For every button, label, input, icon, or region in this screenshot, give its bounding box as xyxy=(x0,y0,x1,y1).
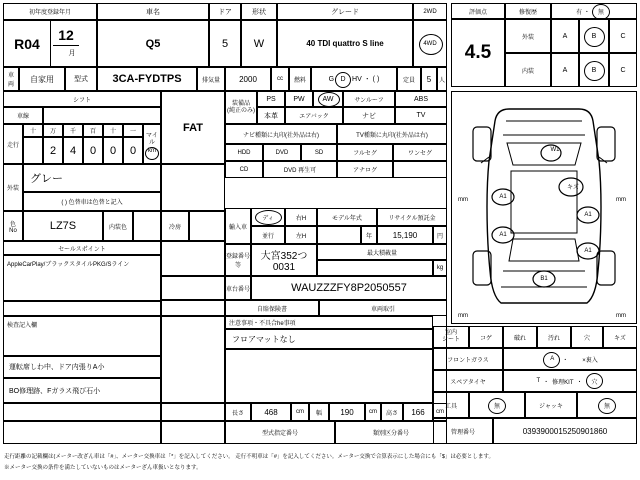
fuel-opt-g: G xyxy=(328,76,335,83)
shape-label: 形状 xyxy=(241,3,277,20)
tool-value-label: 無 xyxy=(493,403,500,410)
sales-point-text: AppleCarPlay/ブラックスタイルPKG/Sライン xyxy=(3,255,161,301)
registration-label: 登録番号等 xyxy=(225,244,251,276)
mileage-col-0: 十 xyxy=(23,124,43,137)
repair-options xyxy=(551,3,637,19)
nav-dvd: DVD xyxy=(263,144,301,161)
type-value: 3CA-FYDTPS xyxy=(97,67,197,91)
mileage-col-3: 百 xyxy=(83,124,103,137)
width-label: 幅 xyxy=(309,403,329,421)
equip-tv: TV xyxy=(395,107,447,124)
mileage-digit-5: 0 xyxy=(123,137,143,164)
reg-month-box xyxy=(51,20,97,67)
dims-side-blank xyxy=(161,403,225,421)
mark-b1-label: B1 xyxy=(540,276,548,282)
nav-title xyxy=(225,124,337,144)
shift-value: FAT xyxy=(161,91,225,164)
eval-score-value: 4.5 xyxy=(451,19,505,87)
equip-title-text: 装備品 xyxy=(231,100,250,107)
car-hood-lines xyxy=(503,121,585,135)
nav-dvd-play: DVD 再生可 xyxy=(263,161,337,178)
shape-value: W xyxy=(241,20,277,67)
jack-label: ジャッキ xyxy=(525,392,577,418)
notes-blank xyxy=(225,349,433,403)
exterior-grade-b xyxy=(579,19,609,53)
tv-analog: アナログ xyxy=(337,161,393,178)
grade-label: グレード xyxy=(277,3,413,20)
fuel-opt-d: D xyxy=(340,76,346,83)
fuel-options xyxy=(311,67,397,91)
mileage-unit-km: km xyxy=(148,147,156,154)
import-parallel: 並行 xyxy=(251,226,285,244)
length-unit: cm xyxy=(291,403,309,421)
mgmt-number-value: 0393900015250901860 xyxy=(493,418,637,444)
nav-title-text: ナビ種類に丸印 xyxy=(242,132,285,139)
interior-grade-b xyxy=(579,53,609,87)
fuel-label: 燃料 xyxy=(289,67,311,91)
exterior-color-value: グレー xyxy=(23,164,161,192)
mileage-digit-3: 0 xyxy=(83,137,103,164)
drive-4wd-cell xyxy=(413,20,447,67)
front-glass-label: フロントガラス xyxy=(433,348,503,370)
docs-label: 車両取引 xyxy=(319,300,447,316)
length-value: 468 xyxy=(251,403,291,421)
front-glass-value xyxy=(503,348,637,370)
diagram-mm-4: mm xyxy=(616,313,626,319)
reg-date-label: 初年度登録年月 xyxy=(3,3,97,20)
car-mirrors xyxy=(481,157,607,163)
class-number-label: 類別区分番号 xyxy=(335,421,447,444)
import-lh: 左H xyxy=(285,226,317,244)
mark-w1-label: W1 xyxy=(550,147,560,153)
sales-point-title: セールスポイント xyxy=(3,241,161,255)
mileage-digit-0 xyxy=(23,137,43,164)
jack-value-label: 無 xyxy=(603,403,610,410)
equip-aw-label: AW xyxy=(322,95,334,103)
cooling-value xyxy=(189,211,225,241)
mark-a1-label-4: A1 xyxy=(584,248,592,254)
nav-note-text: (社外品は右) xyxy=(285,132,319,139)
car-wheel-fl xyxy=(473,127,491,161)
mileage-col-2: 千 xyxy=(63,124,83,137)
reg-month-unit: 月 xyxy=(68,50,76,57)
max-load-value xyxy=(317,260,433,276)
spare-tire-label: スペアタイヤ xyxy=(433,370,503,392)
height-label: 高さ xyxy=(381,403,403,421)
equip-title xyxy=(225,91,257,124)
exterior-label: 外装 xyxy=(3,164,23,211)
fuel-opt-paren-l: ( xyxy=(372,76,376,83)
footer-line-2: ※メーター交換の条件を満たしていないものはメーターざん車扱いとなります。 xyxy=(4,464,202,471)
inspection-title: 検査記入欄 xyxy=(3,316,161,356)
inspection-line-2: BO修理跡、Fガラス飛び石小 xyxy=(3,378,161,403)
interior-grade-b-label: B xyxy=(591,66,597,74)
mileage-col-1: 万 xyxy=(43,124,63,137)
capacity-unit: 人 xyxy=(437,67,447,91)
color-no-label: 色 No xyxy=(3,211,23,241)
length-label: 長さ xyxy=(225,403,251,421)
reg-month-value: 12 xyxy=(58,27,74,43)
drive-2wd-label: 2WD xyxy=(413,3,447,20)
vehicle-vert-label: 車 両 xyxy=(3,67,19,91)
inspection-blank xyxy=(3,403,161,421)
displacement-unit: cc xyxy=(271,67,289,91)
equip-aw xyxy=(313,91,343,107)
cond-koge: コゲ xyxy=(469,326,503,348)
equip-abs: ABS xyxy=(395,91,447,107)
model-label: 車名 xyxy=(97,3,209,20)
jack-value xyxy=(577,392,637,418)
car-wheel-fr xyxy=(597,127,615,161)
chassis-value: WAUZZZFY8P2050557 xyxy=(251,276,447,300)
eval-label: 評価点 xyxy=(451,3,505,19)
import-dealer xyxy=(251,208,285,226)
nav-hdd: HDD xyxy=(225,144,263,161)
max-load-unit: kg xyxy=(433,260,447,276)
equip-navi: ナビ xyxy=(343,107,395,124)
equip-airbag: エアバック xyxy=(285,107,343,124)
import-dealer-label: ディ xyxy=(262,215,274,222)
sales-blank xyxy=(3,301,161,316)
car-diagram xyxy=(451,91,637,324)
interior-color-label: 内装色 xyxy=(103,211,133,241)
diagram-mm-2: mm xyxy=(616,197,626,203)
tool-value xyxy=(469,392,525,418)
door-label: ドア xyxy=(209,3,241,20)
reg-year-value: R04 xyxy=(3,20,51,67)
color-no-value: LZ7S xyxy=(23,211,103,241)
displacement-label: 排気量 xyxy=(197,67,225,91)
owner-label: 自家用 xyxy=(19,67,65,91)
tv-title-text: TV種類に丸印 xyxy=(356,132,394,139)
spare-dot2: ・ xyxy=(576,379,583,386)
color-note: ( ) 色替車は色替と記入 xyxy=(23,192,161,211)
type-label: 型式 xyxy=(65,67,97,91)
registration-value: 大宮352つ0031 xyxy=(251,244,317,276)
exterior-grade-a: A xyxy=(551,19,579,53)
interior-color-value xyxy=(133,211,161,241)
front-glass-dot: ・ xyxy=(562,357,569,364)
door-value: 5 xyxy=(209,20,241,67)
mark-kizu-label: キズ xyxy=(567,184,579,191)
nav-cd: CD xyxy=(225,161,263,178)
repair-label: 修復歴 xyxy=(505,3,551,19)
type-designation-label: 型式指定番号 xyxy=(225,421,335,444)
mark-a1-label-1: A1 xyxy=(499,194,507,200)
model-year-label: モデル年式 xyxy=(317,208,377,226)
spare-dot1: ・ xyxy=(543,379,550,386)
cond-kizu: キズ xyxy=(603,326,637,348)
interior-grade-c: C xyxy=(609,53,637,87)
mileage-unit-mile: マイル xyxy=(146,133,158,147)
mileage-label: 走行 xyxy=(3,124,23,164)
bottom-mid-blank xyxy=(161,421,225,444)
mileage-digit-1: 2 xyxy=(43,137,63,164)
car-windshield xyxy=(507,143,581,165)
blank-cell-mid xyxy=(161,164,225,211)
displacement-value: 2000 xyxy=(225,67,271,91)
front-glass-mark: A xyxy=(550,356,555,362)
equip-honkawa: 本革 xyxy=(257,107,285,124)
model-year-value xyxy=(317,226,361,244)
equip-pw: PW xyxy=(285,91,313,107)
footer-line-1: 走行距離の記載欄は(メーター改ざん車は「#」、メーター交換車は「*」を記入してください。 走行不明車は「#」を記入してください。メーター交換で合算表示にした場合にも「$」は必要とします。 xyxy=(4,453,494,460)
diagram-mm-3: mm xyxy=(458,313,468,319)
registration-extra xyxy=(161,241,225,276)
mileage-digit-2: 4 xyxy=(63,137,83,164)
front-glass-ura: ×裏入 xyxy=(582,357,598,364)
tool-label: 工具 xyxy=(433,392,469,418)
drive-4wd-label: 4WD xyxy=(423,40,437,47)
fuel-opt-paren-r: ) xyxy=(376,76,380,83)
spare-t: T xyxy=(536,378,541,384)
mileage-col-5: 一 xyxy=(123,124,143,137)
import-rh: 右H xyxy=(285,208,317,226)
mileage-col-4: 十 xyxy=(103,124,123,137)
chassis-blank xyxy=(161,276,225,300)
grade-value: 40 TDI quattro S line xyxy=(277,20,413,67)
tv-note-text: (社外品は右) xyxy=(393,132,428,139)
chassis-label: 車台番号 xyxy=(225,276,251,300)
recycle-unit: 円 xyxy=(433,226,447,244)
cooling-label: 冷房 xyxy=(161,211,189,241)
nav-sd: SD xyxy=(301,144,337,161)
bottom-left-blank xyxy=(3,421,161,444)
mileage-unit-cell xyxy=(143,124,161,164)
vehicle-line-label: 車線 xyxy=(3,107,43,124)
diagram-mm-1: mm xyxy=(458,197,468,203)
notes-text: フロアマットなし xyxy=(225,329,433,349)
tv-fullseg: フルセグ xyxy=(337,144,393,161)
fuel-opt-hv: HV xyxy=(352,76,362,83)
interior-seat-label: 室内 シート xyxy=(433,326,469,348)
import-label: 輸入車 xyxy=(225,208,251,244)
spare-tire-value xyxy=(503,370,637,392)
exterior-grade-c: C xyxy=(609,19,637,53)
tv-title xyxy=(337,124,447,144)
tv-blank xyxy=(393,161,447,178)
interior-grade-label: 内装 xyxy=(505,53,551,87)
notes-title: 注意事項・不具合he事項 xyxy=(225,316,433,329)
spare-ana: 穴 xyxy=(591,379,598,386)
equip-subtitle-text: (純正のみ) xyxy=(227,107,255,114)
spare-kit: 修理KIT xyxy=(552,379,574,386)
recycle-label: リサイクル預託金 xyxy=(377,208,447,226)
repair-yes-label: 有 ・ xyxy=(576,9,590,16)
cond-yogore: 汚れ xyxy=(537,326,571,348)
inspection-line-1: 運転席しわ中、ドア内張りA小 xyxy=(3,356,161,378)
height-unit: cm xyxy=(433,403,447,421)
height-value: 166 xyxy=(403,403,433,421)
model-value: Q5 xyxy=(97,20,209,67)
insurance-blank xyxy=(161,300,225,316)
tv-oneseg: ワンセグ xyxy=(393,144,447,161)
recycle-value: 15,190 xyxy=(377,226,433,244)
width-unit: cm xyxy=(365,403,381,421)
exterior-grade-b-label: B xyxy=(591,32,597,40)
car-rear-window xyxy=(509,239,579,261)
width-value: 190 xyxy=(329,403,365,421)
capacity-label: 定員 xyxy=(397,67,421,91)
insurance-label: 自賠保険書 xyxy=(225,300,319,316)
max-load-label: 最大積載量 xyxy=(317,244,447,260)
equip-sunroof: サンルーフ xyxy=(343,91,395,107)
model-year-unit: 年 xyxy=(361,226,377,244)
notes-side-blank xyxy=(161,316,225,403)
mileage-digit-4: 0 xyxy=(103,137,123,164)
cond-ana: 穴 xyxy=(571,326,603,348)
equip-ps: PS xyxy=(257,91,285,107)
mark-a1-label-2: A1 xyxy=(584,212,592,218)
mgmt-number-label: 管理番号 xyxy=(433,418,493,444)
repair-no-label: 無 xyxy=(597,9,604,16)
interior-grade-a: A xyxy=(551,53,579,87)
mark-a1-label-3: A1 xyxy=(499,232,507,238)
vehicle-line-value xyxy=(43,107,161,124)
fuel-opt-dot: ・ xyxy=(363,76,371,83)
cond-yabure: 破れ xyxy=(503,326,537,348)
capacity-value: 5 xyxy=(421,67,437,91)
exterior-grade-label: 外装 xyxy=(505,19,551,53)
shift-label: シフト xyxy=(3,91,161,107)
